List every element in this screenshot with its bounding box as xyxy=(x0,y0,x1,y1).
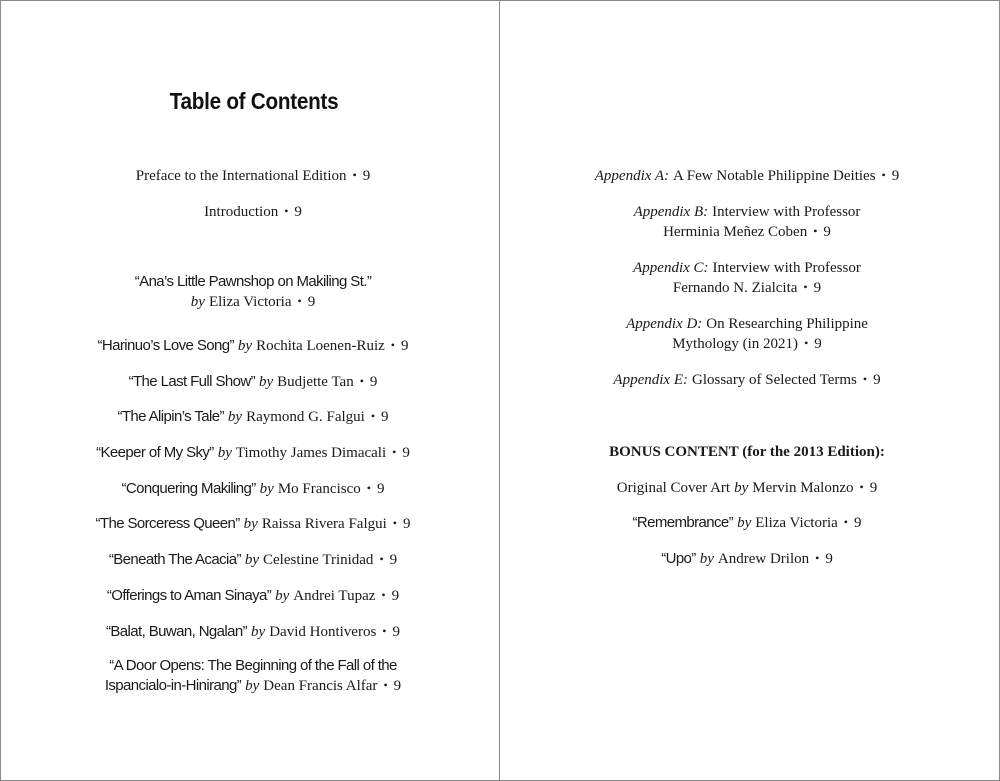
bullet-separator: • xyxy=(392,516,397,530)
by-label: by xyxy=(217,445,232,461)
story-title: “Harinuo’s Love Song” xyxy=(97,337,234,354)
page-number: 9 xyxy=(376,481,385,497)
appendix-title-line-2: Herminia Meñez Coben xyxy=(663,224,808,240)
toc-entry-story[interactable] xyxy=(0,272,506,312)
page-number: 9 xyxy=(393,678,402,694)
author-name: Mervin Malonzo xyxy=(752,480,854,496)
toc-entry-story[interactable] xyxy=(0,656,506,696)
bullet-separator: • xyxy=(815,551,820,565)
toc-entry-bonus[interactable] xyxy=(500,513,994,533)
by-label: by xyxy=(245,678,260,694)
by-label: by xyxy=(259,481,274,497)
by-label: by xyxy=(237,338,253,354)
page-number: 9 xyxy=(814,336,822,352)
author-name: Mo Francisco xyxy=(277,481,361,497)
toc-entry-appendix-d[interactable] xyxy=(500,314,994,354)
by-label: by xyxy=(190,294,205,310)
story-title: “Ana’s Little Pawnshop on Makiling St.” xyxy=(134,273,372,290)
appendix-label: Appendix C: xyxy=(633,260,709,276)
bullet-separator: • xyxy=(881,168,886,182)
bullet-separator: • xyxy=(284,204,289,218)
page-number: 9 xyxy=(873,372,881,388)
appendix-label: Appendix D: xyxy=(626,316,703,332)
toc-entry-story[interactable] xyxy=(0,336,506,356)
toc-entry-bonus[interactable] xyxy=(500,549,994,569)
bullet-separator: • xyxy=(392,445,397,459)
appendix-title-line-2: Mythology (in 2021) xyxy=(672,336,799,352)
story-title: “Conquering Makiling” xyxy=(121,480,256,497)
by-label: by xyxy=(243,516,258,532)
page-number: 9 xyxy=(389,552,398,568)
author-name: Andrei Tupaz xyxy=(293,588,376,604)
appendix-title-line-1: Interview with Professor xyxy=(712,204,861,220)
page-number: 9 xyxy=(392,624,400,640)
bonus-heading-text: BONUS CONTENT (for the 2013 Edition): xyxy=(609,444,885,460)
toc-entry-story[interactable] xyxy=(0,550,506,570)
by-label: by xyxy=(737,515,752,531)
toc-entry-introduction[interactable] xyxy=(0,202,506,222)
toc-entry-bonus[interactable] xyxy=(500,478,994,498)
story-title-line-1: “A Door Opens: The Beginning of the Fall of the xyxy=(109,657,397,674)
page-number: 9 xyxy=(823,224,831,240)
page-number: 9 xyxy=(853,515,862,531)
appendix-title-line-2: Fernando N. Zialcita xyxy=(672,280,798,296)
by-label: by xyxy=(734,480,749,496)
bonus-item-label: Original Cover Art xyxy=(616,480,731,496)
toc-entry-appendix-c[interactable] xyxy=(500,258,994,298)
toc-entry-appendix-b[interactable] xyxy=(500,202,994,242)
page-number: 9 xyxy=(825,551,833,567)
bullet-separator: • xyxy=(803,280,808,294)
page-number: 9 xyxy=(362,168,371,184)
bonus-content-heading xyxy=(500,442,994,462)
toc-entry-preface[interactable] xyxy=(0,166,506,186)
author-name: Celestine Trinidad xyxy=(263,552,374,568)
by-label: by xyxy=(275,588,290,604)
story-title: “The Sorceress Queen” xyxy=(95,515,240,532)
page-number: 9 xyxy=(369,374,378,390)
story-title: “Offerings to Aman Sinaya” xyxy=(106,587,272,604)
bullet-separator: • xyxy=(804,336,809,350)
by-label: by xyxy=(258,374,274,390)
page-title: Table of Contents xyxy=(169,88,339,114)
toc-entry-story[interactable] xyxy=(0,622,506,642)
bullet-separator: • xyxy=(297,294,302,308)
toc-entry-story[interactable] xyxy=(0,479,506,499)
bullet-separator: • xyxy=(382,624,387,638)
story-title: “Upo” xyxy=(661,550,696,567)
author-name: Eliza Victoria xyxy=(755,515,838,531)
bullet-separator: • xyxy=(862,372,868,386)
toc-entry-story[interactable] xyxy=(0,443,506,463)
page-number: 9 xyxy=(813,280,822,296)
by-label: by xyxy=(227,409,243,425)
bullet-separator: • xyxy=(843,515,848,529)
toc-entry-story[interactable] xyxy=(0,514,506,534)
page-number: 9 xyxy=(294,204,302,220)
story-title: “Keeper of My Sky” xyxy=(96,444,214,461)
appendix-title: A Few Notable Philippine Deities xyxy=(673,168,876,184)
story-title: “Remembrance” xyxy=(632,514,734,531)
bullet-separator: • xyxy=(859,480,864,494)
bullet-separator: • xyxy=(370,409,376,423)
bullet-separator: • xyxy=(381,588,386,602)
toc-entry-story[interactable] xyxy=(0,407,506,427)
right-page xyxy=(500,0,1000,781)
author-name: David Hontiveros xyxy=(269,624,377,640)
bullet-separator: • xyxy=(379,552,384,566)
author-name: Raissa Rivera Falgui xyxy=(261,516,387,532)
bullet-separator: • xyxy=(352,168,357,182)
page-number: 9 xyxy=(402,445,410,461)
story-title-line-2: Ispancialo-in-Hinirang” xyxy=(104,677,242,694)
author-name: Andrew Drilon xyxy=(717,551,810,567)
by-label: by xyxy=(251,624,266,640)
bullet-separator: • xyxy=(359,374,364,388)
page-number: 9 xyxy=(403,516,411,532)
author-name: Budjette Tan xyxy=(277,374,354,390)
toc-entry-appendix-a[interactable] xyxy=(500,166,994,186)
page-number: 9 xyxy=(381,409,389,425)
page-number: 9 xyxy=(391,588,400,604)
by-label: by xyxy=(699,551,714,567)
story-title: “Beneath The Acacia” xyxy=(108,551,241,568)
page-number: 9 xyxy=(400,338,409,354)
bullet-separator: • xyxy=(813,224,818,238)
bullet-separator: • xyxy=(366,481,371,495)
appendix-label: Appendix B: xyxy=(633,204,709,220)
page-number: 9 xyxy=(307,294,316,310)
toc-entry-story[interactable] xyxy=(0,372,506,392)
entry-label: Preface to the International Edition xyxy=(135,168,347,184)
appendix-title-line-1: Interview with Professor xyxy=(712,260,861,276)
author-name: Raymond G. Falgui xyxy=(246,409,365,425)
author-name: Dean Francis Alfar xyxy=(263,678,378,694)
entry-label: Introduction xyxy=(204,204,279,220)
page-number: 9 xyxy=(869,480,878,496)
author-name: Rochita Loenen-Ruiz xyxy=(256,338,385,354)
bullet-separator: • xyxy=(390,338,395,352)
author-name: Eliza Victoria xyxy=(208,294,292,310)
story-title: “The Alipin’s Tale” xyxy=(117,408,224,425)
by-label: by xyxy=(244,552,260,568)
appendix-title: Glossary of Selected Terms xyxy=(691,372,857,388)
toc-entry-story[interactable] xyxy=(0,586,506,606)
appendix-label: Appendix E: xyxy=(613,372,688,388)
toc-entry-appendix-e[interactable] xyxy=(500,370,994,390)
bullet-separator: • xyxy=(383,678,388,692)
appendix-label: Appendix A: xyxy=(594,168,670,184)
author-name: Timothy James Dimacali xyxy=(235,445,387,461)
story-title: “The Last Full Show” xyxy=(128,373,255,390)
story-title: “Balat, Buwan, Ngalan” xyxy=(105,623,248,640)
appendix-title-line-1: On Researching Philippine xyxy=(706,316,868,332)
page-number: 9 xyxy=(891,168,900,184)
